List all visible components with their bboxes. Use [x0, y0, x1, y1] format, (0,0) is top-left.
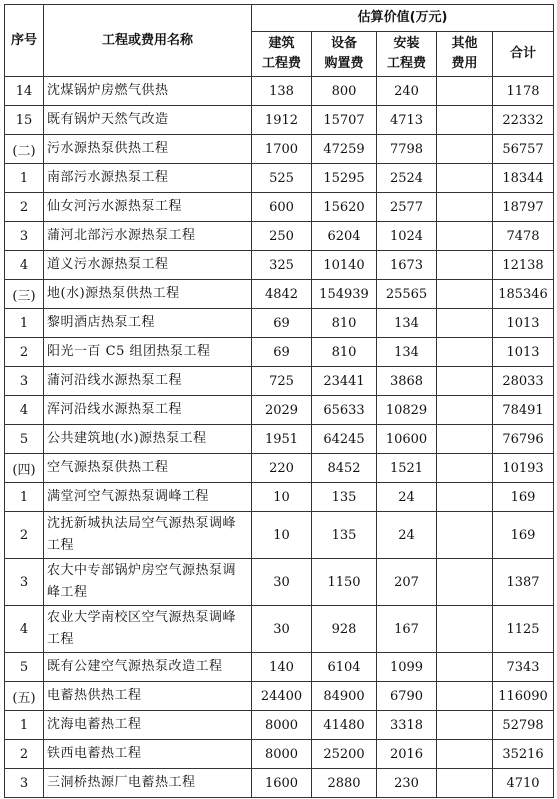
row-seq: 4 — [5, 396, 44, 425]
row-total: 4710 — [493, 769, 554, 798]
row-name: 铁西电蓄热工程 — [44, 740, 252, 769]
header-name: 工程或费用名称 — [44, 5, 252, 77]
header-seq: 序号 — [5, 5, 44, 77]
row-other-cost — [437, 559, 493, 606]
row-other-cost — [437, 769, 493, 798]
row-other-cost — [437, 135, 493, 164]
row-installation-cost: 2524 — [377, 164, 437, 193]
row-seq: 2 — [5, 512, 44, 559]
table-row — [5, 367, 554, 396]
table-row — [5, 396, 554, 425]
row-other-cost — [437, 77, 493, 106]
row-installation-cost: 10829 — [377, 396, 437, 425]
row-total: 22332 — [493, 106, 554, 135]
table-row — [5, 425, 554, 454]
row-construction-cost: 140 — [252, 653, 312, 682]
row-installation-cost: 2577 — [377, 193, 437, 222]
row-name: 沈抚新城执法局空气源热泵调峰工程 — [44, 512, 252, 559]
row-total: 56757 — [493, 135, 554, 164]
row-construction-cost: 2029 — [252, 396, 312, 425]
row-total: 18797 — [493, 193, 554, 222]
row-name: 地(水)源热泵供热工程 — [44, 280, 252, 309]
table-row — [5, 653, 554, 682]
row-total: 12138 — [493, 251, 554, 280]
row-name: 三洞桥热源厂电蓄热工程 — [44, 769, 252, 798]
row-construction-cost: 24400 — [252, 682, 312, 711]
row-other-cost — [437, 309, 493, 338]
row-name: 沈煤锅炉房燃气供热 — [44, 77, 252, 106]
row-other-cost — [437, 338, 493, 367]
row-equipment-cost: 135 — [312, 483, 377, 512]
row-installation-cost: 1024 — [377, 222, 437, 251]
row-construction-cost: 30 — [252, 606, 312, 653]
row-construction-cost: 10 — [252, 512, 312, 559]
row-seq: (二) — [5, 135, 44, 164]
row-other-cost — [437, 512, 493, 559]
row-other-cost — [437, 164, 493, 193]
row-name: 蒲河北部污水源热泵工程 — [44, 222, 252, 251]
row-name: 农大中专部锅炉房空气源热泵调峰工程 — [44, 559, 252, 606]
row-total: 1125 — [493, 606, 554, 653]
row-installation-cost: 240 — [377, 77, 437, 106]
row-other-cost — [437, 454, 493, 483]
row-name: 道义污水源热泵工程 — [44, 251, 252, 280]
row-seq: 1 — [5, 309, 44, 338]
row-name: 电蓄热供热工程 — [44, 682, 252, 711]
row-total: 1178 — [493, 77, 554, 106]
row-construction-cost: 1600 — [252, 769, 312, 798]
row-other-cost — [437, 193, 493, 222]
row-seq: 15 — [5, 106, 44, 135]
row-construction-cost: 325 — [252, 251, 312, 280]
row-other-cost — [437, 280, 493, 309]
row-equipment-cost: 65633 — [312, 396, 377, 425]
row-seq: 14 — [5, 77, 44, 106]
table-row — [5, 106, 554, 135]
row-equipment-cost: 810 — [312, 309, 377, 338]
header-construction: 建筑 工程费 — [252, 32, 312, 77]
row-installation-cost: 134 — [377, 309, 437, 338]
row-name: 蒲河沿线水源热泵工程 — [44, 367, 252, 396]
row-total: 169 — [493, 512, 554, 559]
header-total: 合计 — [493, 32, 554, 77]
row-name: 浑河沿线水源热泵工程 — [44, 396, 252, 425]
row-installation-cost: 2016 — [377, 740, 437, 769]
header-equipment: 设备 购置费 — [312, 32, 377, 77]
row-seq: 2 — [5, 740, 44, 769]
row-total: 18344 — [493, 164, 554, 193]
row-name: 既有锅炉天然气改造 — [44, 106, 252, 135]
row-other-cost — [437, 367, 493, 396]
row-seq: 1 — [5, 164, 44, 193]
row-seq: 4 — [5, 251, 44, 280]
row-construction-cost: 725 — [252, 367, 312, 396]
row-construction-cost: 10 — [252, 483, 312, 512]
row-seq: 5 — [5, 653, 44, 682]
row-equipment-cost: 84900 — [312, 682, 377, 711]
row-other-cost — [437, 682, 493, 711]
header-installation: 安装 工程费 — [377, 32, 437, 77]
row-construction-cost: 8000 — [252, 711, 312, 740]
row-total: 35216 — [493, 740, 554, 769]
row-equipment-cost: 1150 — [312, 559, 377, 606]
row-seq: 3 — [5, 222, 44, 251]
row-other-cost — [437, 483, 493, 512]
row-construction-cost: 1700 — [252, 135, 312, 164]
row-other-cost — [437, 425, 493, 454]
row-installation-cost: 1673 — [377, 251, 437, 280]
row-installation-cost: 24 — [377, 512, 437, 559]
row-equipment-cost: 23441 — [312, 367, 377, 396]
table-row — [5, 512, 554, 559]
cost-estimate-table — [4, 4, 554, 798]
row-seq: (五) — [5, 682, 44, 711]
row-installation-cost: 3318 — [377, 711, 437, 740]
row-other-cost — [437, 222, 493, 251]
table-row — [5, 222, 554, 251]
table-row — [5, 251, 554, 280]
row-name: 沈海电蓄热工程 — [44, 711, 252, 740]
row-equipment-cost: 2880 — [312, 769, 377, 798]
row-equipment-cost: 10140 — [312, 251, 377, 280]
row-seq: 2 — [5, 338, 44, 367]
row-installation-cost: 230 — [377, 769, 437, 798]
row-construction-cost: 4842 — [252, 280, 312, 309]
row-equipment-cost: 928 — [312, 606, 377, 653]
row-seq: 3 — [5, 769, 44, 798]
row-name: 污水源热泵供热工程 — [44, 135, 252, 164]
row-name: 南部污水源热泵工程 — [44, 164, 252, 193]
table-row — [5, 559, 554, 606]
row-other-cost — [437, 740, 493, 769]
row-other-cost — [437, 711, 493, 740]
table-row — [5, 338, 554, 367]
row-total: 1387 — [493, 559, 554, 606]
row-total: 1013 — [493, 338, 554, 367]
row-seq: 4 — [5, 606, 44, 653]
table-row — [5, 483, 554, 512]
row-installation-cost: 207 — [377, 559, 437, 606]
row-equipment-cost: 135 — [312, 512, 377, 559]
row-seq: (四) — [5, 454, 44, 483]
row-name: 阳光一百 C5 组团热泵工程 — [44, 338, 252, 367]
row-construction-cost: 8000 — [252, 740, 312, 769]
row-construction-cost: 69 — [252, 338, 312, 367]
row-total: 76796 — [493, 425, 554, 454]
table-row — [5, 740, 554, 769]
table-row — [5, 309, 554, 338]
row-seq: 3 — [5, 367, 44, 396]
row-other-cost — [437, 396, 493, 425]
row-equipment-cost: 810 — [312, 338, 377, 367]
row-equipment-cost: 47259 — [312, 135, 377, 164]
row-equipment-cost: 15707 — [312, 106, 377, 135]
table-row — [5, 280, 554, 309]
row-equipment-cost: 15620 — [312, 193, 377, 222]
row-total: 116090 — [493, 682, 554, 711]
row-name: 满堂河空气源热泵调峰工程 — [44, 483, 252, 512]
row-installation-cost: 24 — [377, 483, 437, 512]
table-row — [5, 77, 554, 106]
row-construction-cost: 138 — [252, 77, 312, 106]
row-seq: (三) — [5, 280, 44, 309]
row-construction-cost: 220 — [252, 454, 312, 483]
row-name: 空气源热泵供热工程 — [44, 454, 252, 483]
row-total: 1013 — [493, 309, 554, 338]
row-seq: 5 — [5, 425, 44, 454]
row-total: 185346 — [493, 280, 554, 309]
row-seq: 2 — [5, 193, 44, 222]
row-name: 农业大学南校区空气源热泵调峰工程 — [44, 606, 252, 653]
header-other: 其他 费用 — [437, 32, 493, 77]
row-construction-cost: 1951 — [252, 425, 312, 454]
row-other-cost — [437, 606, 493, 653]
table-row — [5, 711, 554, 740]
row-equipment-cost: 154939 — [312, 280, 377, 309]
row-equipment-cost: 41480 — [312, 711, 377, 740]
row-installation-cost: 25565 — [377, 280, 437, 309]
row-installation-cost: 134 — [377, 338, 437, 367]
row-total: 78491 — [493, 396, 554, 425]
row-installation-cost: 10600 — [377, 425, 437, 454]
row-seq: 1 — [5, 483, 44, 512]
row-installation-cost: 6790 — [377, 682, 437, 711]
row-name: 仙女河污水源热泵工程 — [44, 193, 252, 222]
row-construction-cost: 1912 — [252, 106, 312, 135]
row-installation-cost: 1521 — [377, 454, 437, 483]
row-equipment-cost: 15295 — [312, 164, 377, 193]
row-equipment-cost: 25200 — [312, 740, 377, 769]
row-construction-cost: 30 — [252, 559, 312, 606]
row-construction-cost: 250 — [252, 222, 312, 251]
row-installation-cost: 3868 — [377, 367, 437, 396]
table-row — [5, 135, 554, 164]
row-total: 52798 — [493, 711, 554, 740]
row-installation-cost: 167 — [377, 606, 437, 653]
row-equipment-cost: 6104 — [312, 653, 377, 682]
row-equipment-cost: 6204 — [312, 222, 377, 251]
row-name: 公共建筑地(水)源热泵工程 — [44, 425, 252, 454]
row-installation-cost: 4713 — [377, 106, 437, 135]
table-row — [5, 193, 554, 222]
row-construction-cost: 69 — [252, 309, 312, 338]
table-row — [5, 606, 554, 653]
table-row — [5, 454, 554, 483]
row-total: 10193 — [493, 454, 554, 483]
row-construction-cost: 525 — [252, 164, 312, 193]
table-row — [5, 164, 554, 193]
row-other-cost — [437, 251, 493, 280]
row-total: 28033 — [493, 367, 554, 396]
row-other-cost — [437, 653, 493, 682]
header-estimate: 估算价值(万元) — [252, 5, 554, 32]
table-row — [5, 682, 554, 711]
row-total: 7343 — [493, 653, 554, 682]
row-installation-cost: 1099 — [377, 653, 437, 682]
row-total: 169 — [493, 483, 554, 512]
row-installation-cost: 7798 — [377, 135, 437, 164]
row-name: 黎明酒店热泵工程 — [44, 309, 252, 338]
table-header — [5, 5, 554, 77]
row-total: 7478 — [493, 222, 554, 251]
table-row — [5, 769, 554, 798]
row-equipment-cost: 8452 — [312, 454, 377, 483]
row-name: 既有公建空气源热泵改造工程 — [44, 653, 252, 682]
row-equipment-cost: 800 — [312, 77, 377, 106]
table-body — [5, 77, 554, 798]
row-seq: 3 — [5, 559, 44, 606]
row-seq: 1 — [5, 711, 44, 740]
row-construction-cost: 600 — [252, 193, 312, 222]
row-equipment-cost: 64245 — [312, 425, 377, 454]
row-other-cost — [437, 106, 493, 135]
